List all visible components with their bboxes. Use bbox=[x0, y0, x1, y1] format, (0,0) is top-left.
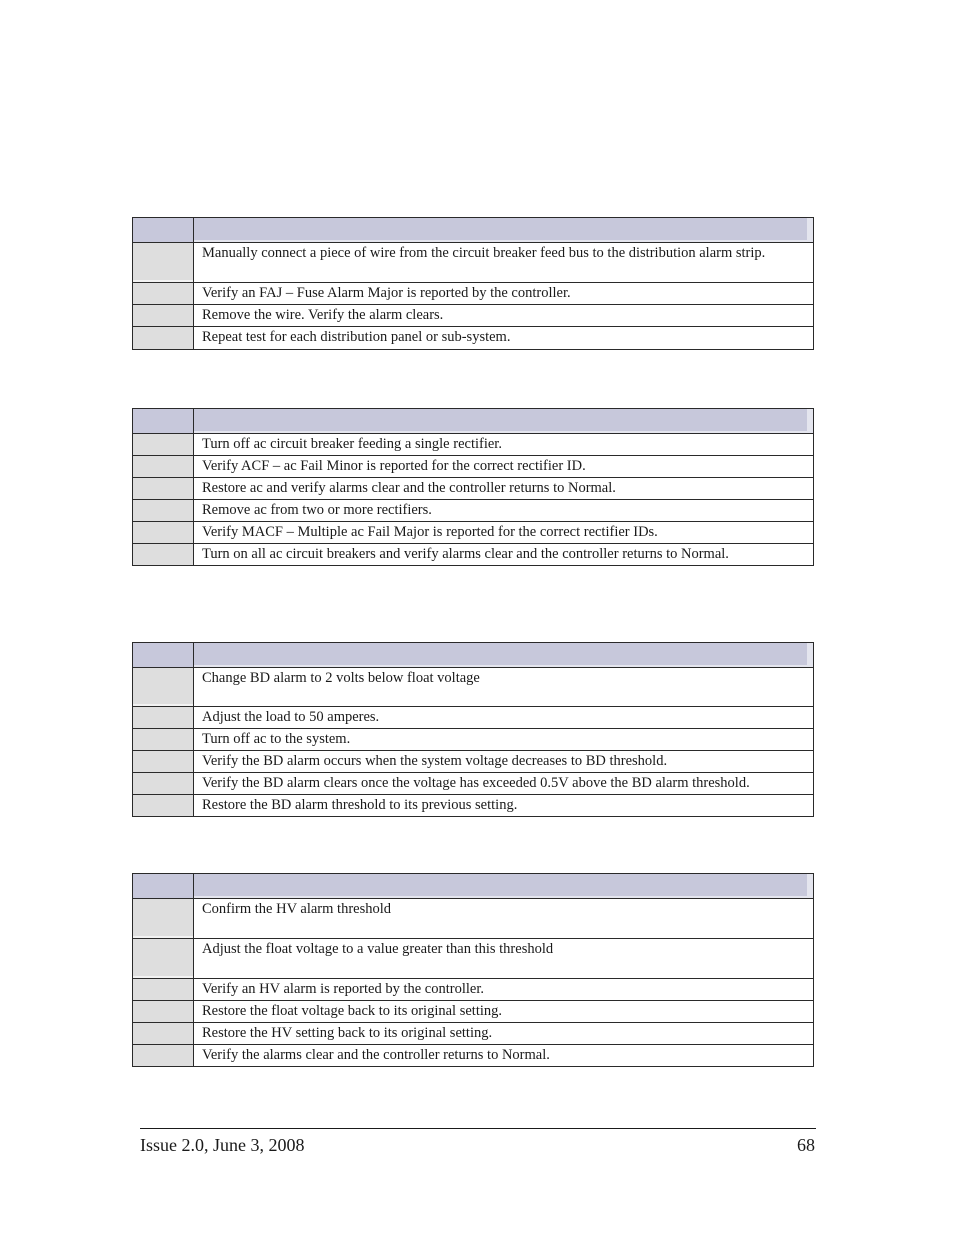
table-row bbox=[133, 899, 814, 939]
step-text: Remove the wire. Verify the alarm clears. bbox=[194, 305, 814, 327]
header-cell-procedure bbox=[194, 874, 814, 899]
step-cell bbox=[133, 668, 194, 707]
header-cell-procedure bbox=[194, 218, 814, 243]
table-row bbox=[133, 729, 814, 751]
step-text: Adjust the load to 50 amperes. bbox=[194, 707, 814, 729]
step-cell bbox=[133, 1045, 194, 1067]
table-row bbox=[133, 751, 814, 773]
table-header-row bbox=[133, 643, 814, 668]
table-row bbox=[133, 243, 814, 283]
table-row bbox=[133, 795, 814, 817]
step-cell bbox=[133, 979, 194, 1001]
step-text: Turn off ac to the system. bbox=[194, 729, 814, 751]
fuse-alarm-test-table bbox=[132, 217, 814, 350]
table-row bbox=[133, 939, 814, 979]
step-text: Turn on all ac circuit breakers and verify alarms clear and the controller returns to Normal. bbox=[194, 544, 814, 566]
step-cell bbox=[133, 456, 194, 478]
step-text: Repeat test for each distribution panel or sub-system. bbox=[194, 327, 814, 350]
table-row bbox=[133, 327, 814, 350]
step-cell bbox=[133, 729, 194, 751]
step-cell bbox=[133, 707, 194, 729]
table-row bbox=[133, 283, 814, 305]
step-text: Verify an HV alarm is reported by the controller. bbox=[194, 979, 814, 1001]
table-row bbox=[133, 305, 814, 327]
table-row bbox=[133, 1001, 814, 1023]
table-header-row bbox=[133, 218, 814, 243]
step-cell bbox=[133, 939, 194, 979]
bd-alarm-test-table bbox=[132, 642, 814, 817]
table-row bbox=[133, 979, 814, 1001]
step-cell bbox=[133, 243, 194, 283]
header-cell-step bbox=[133, 409, 194, 434]
step-cell bbox=[133, 327, 194, 350]
step-cell bbox=[133, 434, 194, 456]
step-cell bbox=[133, 500, 194, 522]
step-cell bbox=[133, 305, 194, 327]
step-cell bbox=[133, 795, 194, 817]
step-text: Restore the float voltage back to its original setting. bbox=[194, 1001, 814, 1023]
table-row bbox=[133, 773, 814, 795]
step-text: Verify MACF – Multiple ac Fail Major is reported for the correct rectifier IDs. bbox=[194, 522, 814, 544]
ac-fail-test-table bbox=[132, 408, 814, 566]
step-text: Confirm the HV alarm threshold bbox=[194, 899, 814, 939]
step-text: Remove ac from two or more rectifiers. bbox=[194, 500, 814, 522]
table-header-row bbox=[133, 874, 814, 899]
step-cell bbox=[133, 522, 194, 544]
step-text: Verify the alarms clear and the controller returns to Normal. bbox=[194, 1045, 814, 1067]
step-text: Restore ac and verify alarms clear and the controller returns to Normal. bbox=[194, 478, 814, 500]
footer-issue-date: Issue 2.0, June 3, 2008 bbox=[140, 1135, 305, 1155]
footer-divider bbox=[140, 1128, 816, 1129]
table-row bbox=[133, 1045, 814, 1067]
header-cell-procedure bbox=[194, 409, 814, 434]
table-header-row bbox=[133, 409, 814, 434]
step-text: Adjust the float voltage to a value greater than this threshold bbox=[194, 939, 814, 979]
step-cell bbox=[133, 478, 194, 500]
step-cell bbox=[133, 899, 194, 939]
table-row bbox=[133, 500, 814, 522]
step-cell bbox=[133, 283, 194, 305]
table-row bbox=[133, 434, 814, 456]
step-cell bbox=[133, 1023, 194, 1045]
table-row bbox=[133, 707, 814, 729]
footer-page-number: 68 bbox=[797, 1135, 815, 1155]
step-text: Verify the BD alarm occurs when the system voltage decreases to BD threshold. bbox=[194, 751, 814, 773]
step-text: Turn off ac circuit breaker feeding a single rectifier. bbox=[194, 434, 814, 456]
step-text: Manually connect a piece of wire from the circuit breaker feed bus to the distribution alarm strip. bbox=[194, 243, 814, 283]
table-row bbox=[133, 544, 814, 566]
table-row bbox=[133, 522, 814, 544]
step-cell bbox=[133, 751, 194, 773]
table-row bbox=[133, 478, 814, 500]
table-row bbox=[133, 668, 814, 707]
step-text: Verify ACF – ac Fail Minor is reported for the correct rectifier ID. bbox=[194, 456, 814, 478]
step-text: Change BD alarm to 2 volts below float voltage bbox=[194, 668, 814, 707]
step-text: Verify the BD alarm clears once the voltage has exceeded 0.5V above the BD alarm threshold. bbox=[194, 773, 814, 795]
table-row bbox=[133, 456, 814, 478]
table-row bbox=[133, 1023, 814, 1045]
header-cell-step bbox=[133, 874, 194, 899]
header-cell-step bbox=[133, 218, 194, 243]
step-text: Verify an FAJ – Fuse Alarm Major is reported by the controller. bbox=[194, 283, 814, 305]
step-cell bbox=[133, 773, 194, 795]
header-cell-procedure bbox=[194, 643, 814, 668]
step-cell bbox=[133, 1001, 194, 1023]
header-cell-step bbox=[133, 643, 194, 668]
hv-alarm-test-table bbox=[132, 873, 814, 1067]
step-cell bbox=[133, 544, 194, 566]
step-text: Restore the BD alarm threshold to its previous setting. bbox=[194, 795, 814, 817]
step-text: Restore the HV setting back to its original setting. bbox=[194, 1023, 814, 1045]
